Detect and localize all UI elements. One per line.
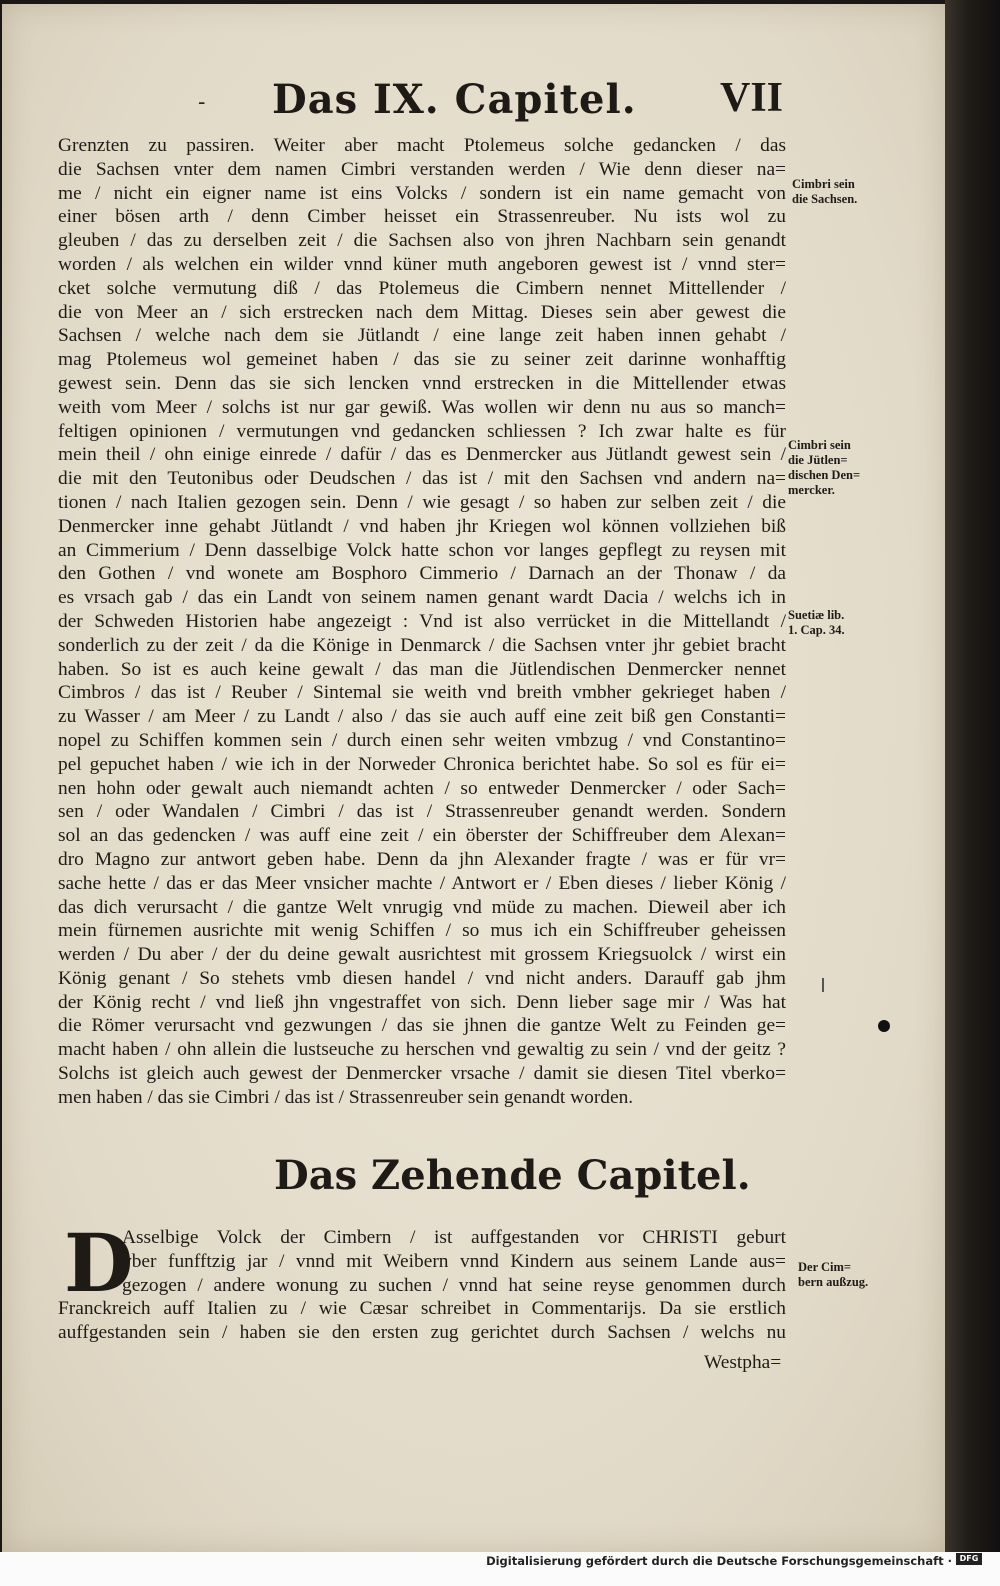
drop-cap: D	[64, 1216, 134, 1310]
margin-note-line: 1. Cap. 34.	[788, 623, 845, 637]
text-line: den Gothen / vnd wonete am Bosphoro Cimmerio / Darnach an der Thonaw / da	[58, 563, 786, 585]
text-line: der König recht / vnd ließ jhn vngestraffet von sich. Denn lieber sage mir / Was hat	[58, 991, 786, 1013]
text-line: Denmercker inne gehabt Jütlandt / vnd haben jhr Kriegen wol können vollziehen biß	[58, 515, 786, 537]
dfg-logo: DFG	[956, 1553, 982, 1565]
text-line: Franckreich auff Italien zu / wie Cæsar schreibet in Commentarijs. Da sie erstlich	[58, 1298, 786, 1320]
folio-number: VII	[720, 75, 784, 121]
margin-note-cimbri-sachsen	[792, 177, 857, 207]
margin-note-cimbern-auszug	[798, 1260, 868, 1290]
text-line: worden / als welchen ein wilder vnnd küner muth angeboren gewest ist / vnnd ster=	[58, 253, 786, 275]
text-line: es vrsach gab / das ein Landt von seinem namen genant wardt Dacia / welchs ich in	[58, 587, 786, 609]
text-line: werden / Du aber / der du deine gewalt ausrichtest mit grossem Kriegsuolck / wirst ein	[58, 944, 786, 966]
text-line: der Schweden Historien habe angezeigt : Vnd ist also verrücket in die Mittellandt /	[58, 610, 786, 632]
text-line: gleuben / das zu derselben zeit / die Sachsen also von jhren Nachbarn sein genandt	[58, 230, 786, 252]
text-line: sen / oder Wandalen / Cimbri / das ist / Strassenreuber genandt werden. Sondern	[58, 801, 786, 823]
text-line: Cimbros / das ist / Reuber / Sintemal sie weith vnd breith vmbher gekrieget haben /	[58, 682, 786, 704]
ink-blot	[878, 1020, 890, 1032]
text-line: sache hette / das er das Meer vnsicher machte / Antwort er / Eben dieses / lieber König /	[58, 872, 786, 894]
text-line: mag Ptolemeus wol gemeinet haben / das sie zu seiner zeit darinne wonhafftig	[58, 349, 786, 371]
text-line: me / nicht ein eigner name ist eins Volcks / sondern ist ein name gemacht von	[58, 182, 786, 204]
margin-note-line: Cimbri sein	[792, 177, 855, 191]
running-head: Das IX. Capitel.	[272, 76, 637, 123]
margin-note-line: dischen Den=	[788, 468, 861, 482]
margin-note-line: die Jütlen=	[788, 453, 848, 467]
text-line: sol an das gedencken / was auff eine zeit / ein öberster der Schiffreuber dem Alexan=	[58, 825, 786, 847]
text-line: nopel zu Schiffen kommen sein / durch einen sehr weiten vmbzug / vnd Constantino=	[58, 729, 786, 751]
body-text	[58, 134, 786, 1110]
margin-note-line: Suetiæ lib.	[788, 608, 845, 622]
text-line: feltigen opinionen / vermutungen vnd gedancken schliessen ? Ich zwar halte es für	[58, 420, 786, 442]
text-line: mein theil / ohn einige einrede / dafür / das es Denmercker aus Jütlandt gewest sein /	[58, 444, 786, 466]
text-line: die Sachsen vnter dem namen Cimbri verstanden werden / Wie denn dieser na=	[58, 158, 786, 180]
text-line: mein fürnemen ausrichte mit wenig Schiffen / so mus ich ein Schiffreuber geheissen	[58, 920, 786, 942]
book-page	[2, 4, 945, 1552]
scan-border	[945, 0, 1000, 1552]
text-line: Asselbige Volck der Cimbern / ist auffgestanden vor CHRISTI geburt	[122, 1227, 786, 1248]
text-line: das dich verursacht / die gantze Welt vnrugig vnd müde zu machen. Dieweil aber ich	[58, 896, 786, 918]
text-line: Solchs ist gleich auch gewest der Denmercker vrsache / damit sie diesen Titel vberko=	[58, 1063, 786, 1085]
margin-note-suetiae	[788, 608, 845, 638]
margin-note-line: Cimbri sein	[788, 438, 851, 452]
text-line: sonderlich zu der zeit / da die Könige in Denmarck / die Sachsen vnter jhr gebiet bracht	[58, 634, 786, 656]
text-line: macht haben / ohn allein die lustseuche zu herschen vnd gewaltig zu sein / vnd der geitz ?	[58, 1039, 786, 1061]
text-line: men haben / das sie Cimbri / das ist / Strassenreuber sein genandt worden.	[58, 1086, 634, 1108]
catchword: Westpha=	[704, 1352, 782, 1373]
text-line: König genant / So stehets vmb diesen handel / vnd nicht anders. Darauff gab jhm	[58, 967, 786, 989]
chapter-text	[58, 1226, 786, 1345]
text-line: auffgestanden sein / haben sie den ersten zug gerichtet durch Sachsen / welchs nu	[58, 1322, 786, 1344]
text-line: weith vom Meer / solchs ist nur gar gewiß. Was wollen wir denn nu aus so manch=	[58, 396, 786, 418]
text-line: gezogen / andere wonung zu suchen / vnnd hat seine reyse genommen durch	[122, 1274, 786, 1296]
text-line: vber funfftzig jar / vnnd mit Weibern vnnd Kindern aus seinem Lande aus=	[122, 1250, 786, 1272]
text-line: Grenzten zu passiren. Weiter aber macht Ptolemeus solche gedancken / das	[58, 135, 786, 156]
margin-note-cimbri-juetlendischen	[788, 438, 860, 498]
text-line: die von Meer an / sich erstrecken nach dem Mittag. Dieses sein aber gewest die	[58, 301, 786, 323]
text-line: an Cimmerium / Denn dasselbige Volck hatte schon vor langes gepflegt zu reysen mit	[58, 539, 786, 561]
footer-credit: Digitalisierung gefördert durch die Deutsche Forschungsgemeinschaft ·	[486, 1554, 952, 1568]
margin-note-line: mercker.	[788, 483, 835, 497]
text-line: nen hohn oder gewalt auch niemandt achten / so entweder Denmercker / oder Sach=	[58, 777, 786, 799]
margin-note-line: bern außzug.	[798, 1275, 869, 1289]
text-line: cket solche vermutung diß / das Ptolemeus die Cimbern nennet Mittellender /	[58, 277, 786, 299]
text-line: einer bösen arth / denn Cimber heisset ein Strassenreuber. Nu ists wol zu	[58, 206, 786, 228]
text-line: Sachsen / welche nach dem sie Jütlandt / eine lange zeit haben innen gehabt /	[58, 325, 786, 347]
header-mark: -	[198, 90, 206, 115]
ink-mark	[822, 978, 824, 992]
text-line: tionen / nach Italien gezogen sein. Denn / wie gesagt / so haben zur selben zeit / die	[58, 491, 786, 513]
text-line: pel gepuchet haben / wie ich in der Norweder Chronica berichtet habe. So sol es für ei=	[58, 753, 786, 775]
text-line: haben. So ist es auch keine gewalt / das man die Jütlendischen Denmercker nennet	[58, 658, 786, 680]
margin-note-line: Der Cim=	[798, 1260, 852, 1274]
margin-note-line: die Sachsen.	[792, 192, 858, 206]
text-line: die Römer verursacht vnd gezwungen / das sie jhnen die gantze Welt zu Feinden ge=	[58, 1015, 786, 1037]
text-line: dro Magno zur antwort geben habe. Denn da jhn Alexander fragte / was er für vr=	[58, 848, 786, 870]
chapter-title: Das Zehende Capitel.	[274, 1152, 751, 1199]
text-line: zu Wasser / am Meer / zu Landt / also / das sie auch auff eine zeit biß gen Constanti=	[58, 706, 786, 728]
text-line: gewest sein. Denn das sie sich lencken vnnd erstrecken in die Mittellender etwas	[58, 372, 786, 394]
text-line: die mit den Teutonibus oder Deudschen / das ist / mit den Sachsen vnd andern na=	[58, 468, 786, 490]
